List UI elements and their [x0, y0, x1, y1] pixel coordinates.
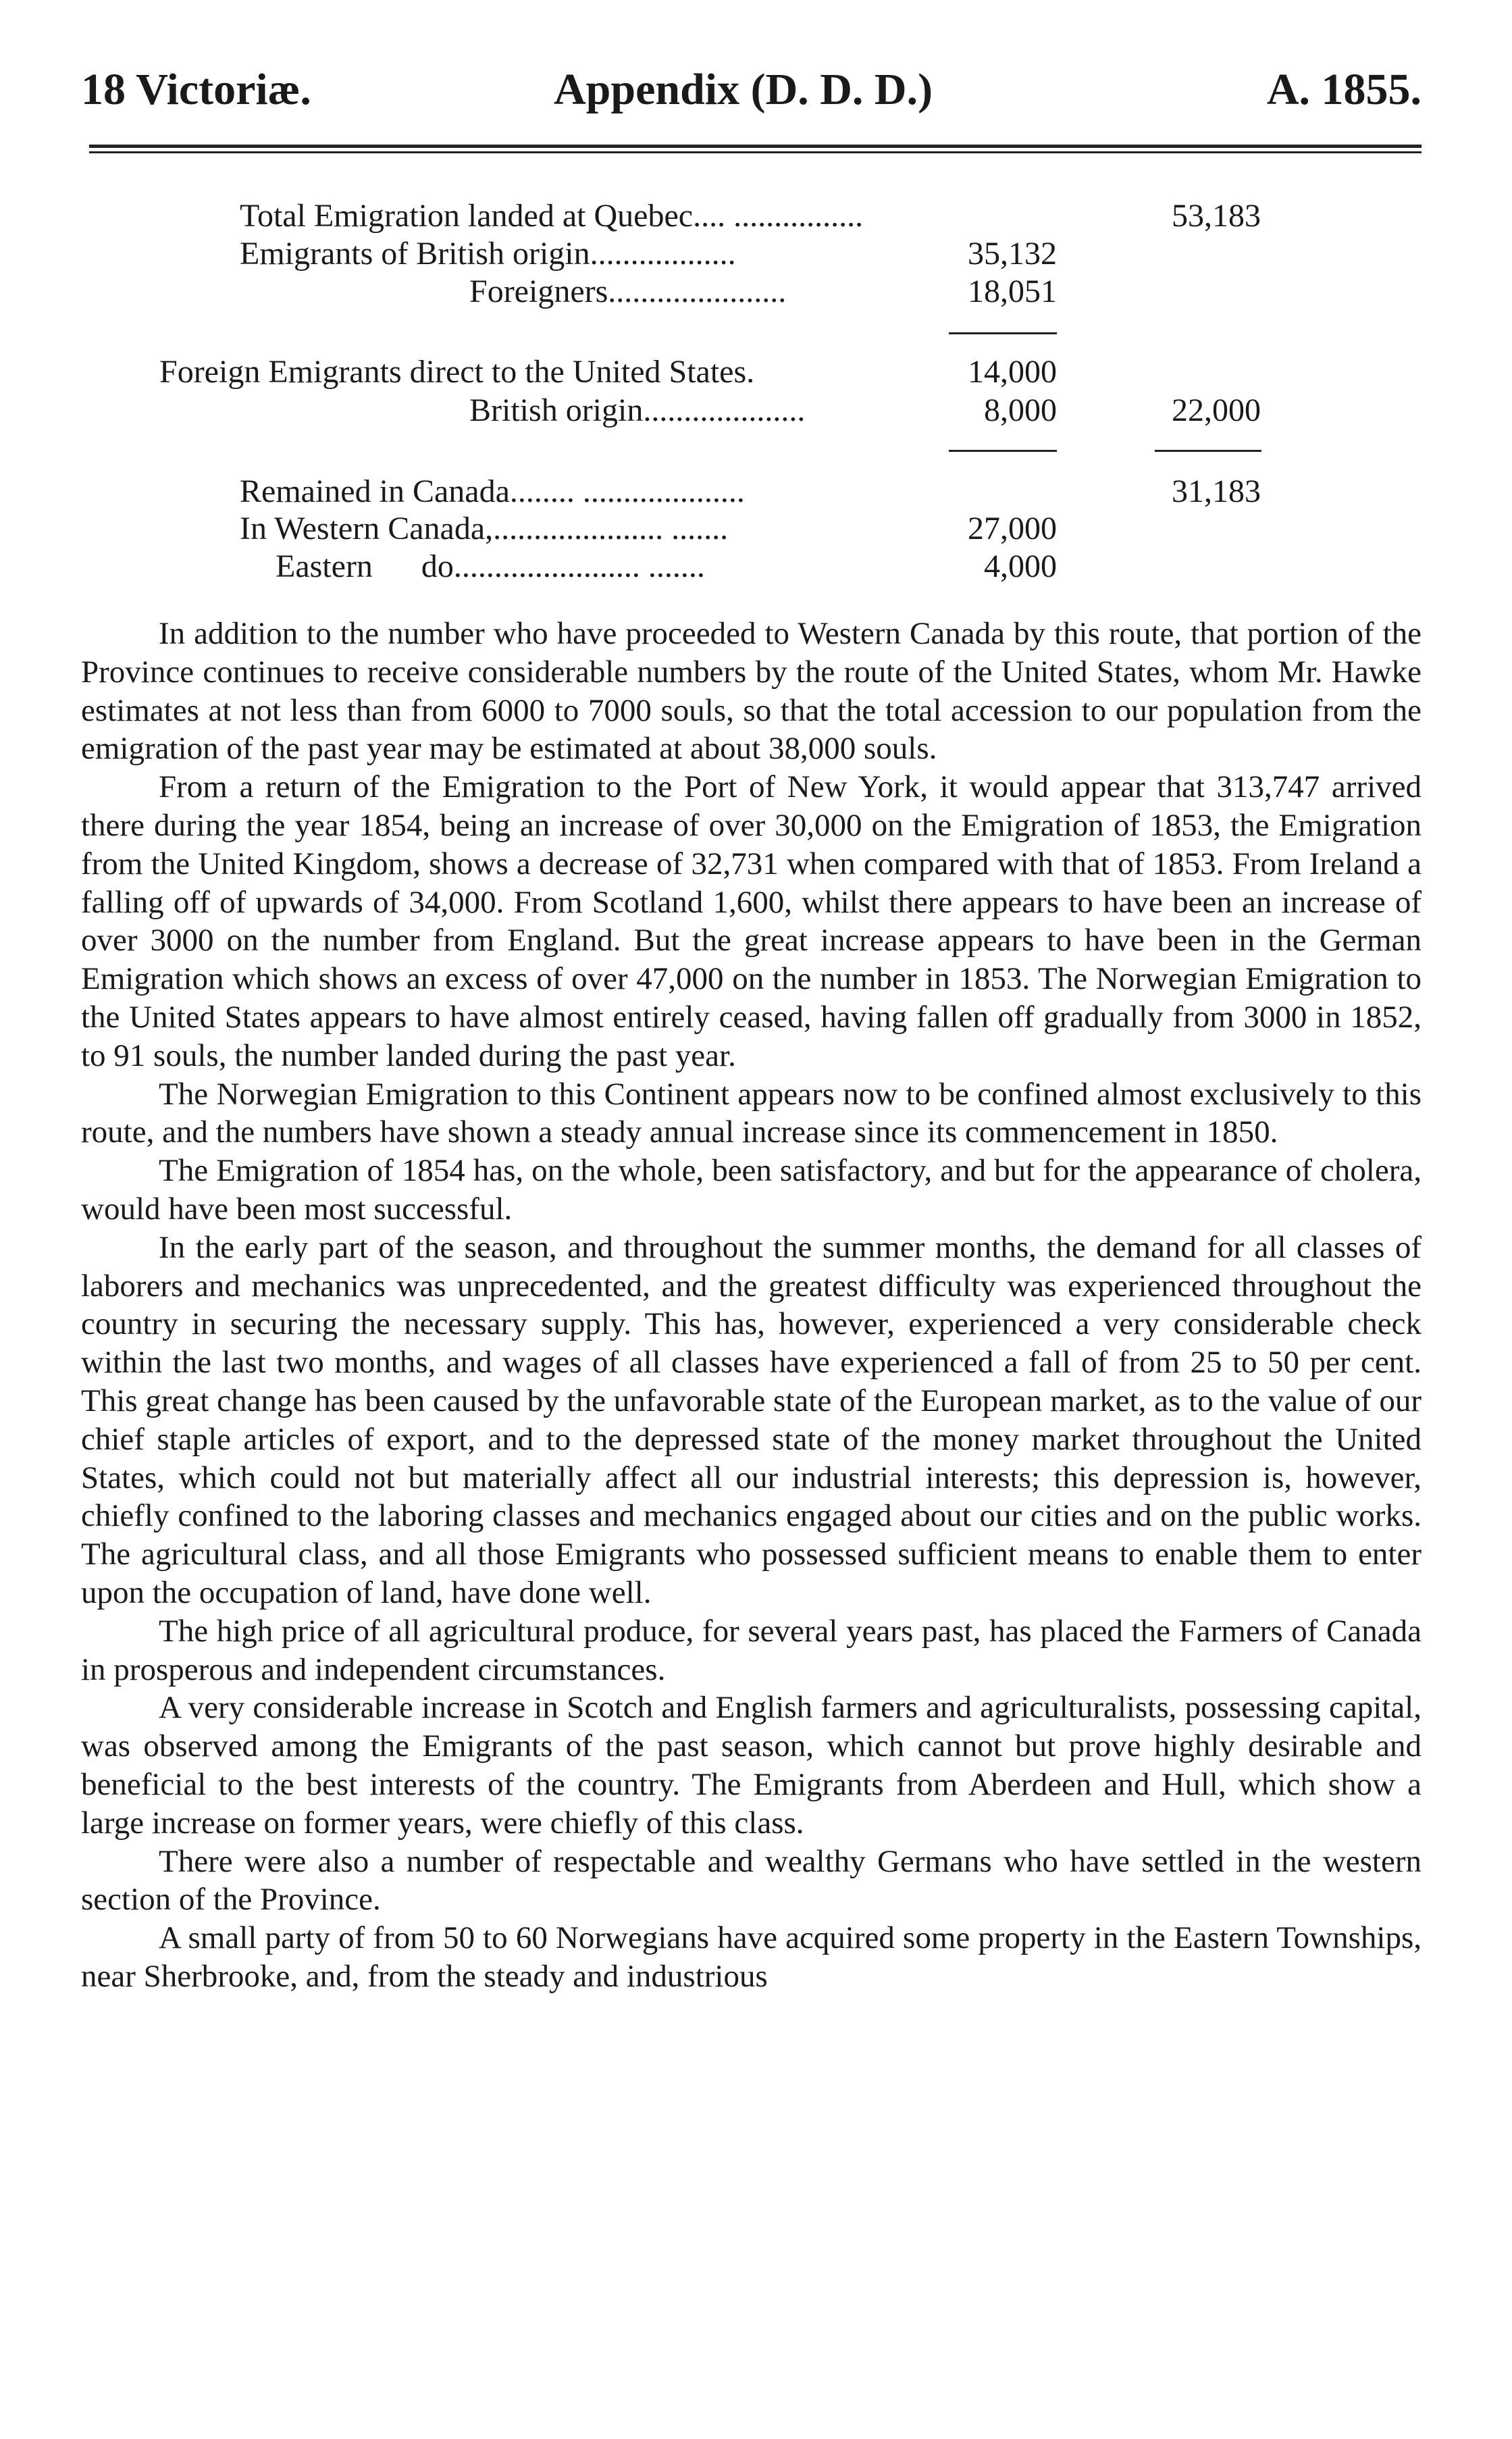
paragraph: In the early part of the season, and throughout the summer months, the demand for all classes of laborers and mechanics was unprecedented, and the greatest difficulty was experienced throughout the country in securing the necessary supply. This has, however, experienced a very considerable check within the last two months, and wages of all classes have experienced a fall of from 25 to 50 per cent. This great change has been caused by the unfavorable state of the European market, as to the value of our chief staple articles of export, and to the depressed state of the money market throughout the United States, which could not but materially affect all our industrial interests; this depression is, however, chiefly confined to the laboring classes and mechanics engaged about our cities and on the public works. The agricultural class, and all those Emigrants who possessed sufficient means to enable them to enter upon the occupation of land, have done well. [81, 1229, 1422, 1610]
row-label: Emigrants of British origin.................. [240, 236, 736, 272]
paragraph: The Emigration of 1854 has, on the whole, been satisfactory, and but for the appearance of cholera, would have been most successful. [81, 1153, 1422, 1227]
row-label: Foreigners...................... [469, 274, 787, 309]
body-text [81, 615, 1422, 1996]
paragraph: The high price of all agricultural produce, for several years past, has placed the Farmers of Canada in prosperous and independent circumstances. [81, 1613, 1422, 1687]
paragraph: From a return of the Emigration to the Port of New York, it would appear that 313,747 arrived there during the year 1854, being an increase of over 30,000 on the Emigration of 1853, the Emigration from the United Kingdom, shows a decrease of 32,731 when compared with that of 1853. From Ireland a falling off of upwards of 34,000. From Scotland 1,600, whilst there appears to have been an increase of over 3000 on the number from England. But the great increase appears to have been in the German Emigration which shows an excess of over 47,000 on the number in 1853. The Norwegian Emigration to the United States appears to have almost entirely ceased, having fallen off gradually from 3000 in 1852, to 91 souls, the number landed during the past year. [81, 769, 1422, 1073]
table-row [0, 353, 1512, 391]
paragraph: There were also a number of respectable and wealthy Germans who have settled in the western section of the Province. [81, 1843, 1422, 1918]
paragraph: In addition to the number who have proceeded to Western Canada by this route, that portion of the Province continues to receive considerable numbers by the route of the United States, whom Mr. Hawke estimates at not less than from 6000 to 7000 souls, so that the total accession to our population from the emigration of the past year may be estimated at about 38,000 souls. [81, 616, 1422, 767]
table-row [0, 197, 1512, 235]
row-label: Remained in Canada........ .................... [240, 473, 745, 509]
sum-rule [1155, 450, 1261, 452]
row-label: In Western Canada,..................... ....... [240, 511, 729, 546]
sum-rule [949, 332, 1057, 334]
sum-rule [949, 450, 1057, 452]
table-row [0, 392, 1512, 430]
row-total: 53,183 [1172, 198, 1261, 234]
header-session: 18 Victoriæ. [81, 65, 311, 114]
header-rule-thin [89, 151, 1422, 153]
row-total: 31,183 [1172, 473, 1261, 509]
row-total: 22,000 [1172, 392, 1261, 428]
header-rule [89, 145, 1422, 148]
row-label: Total Emigration landed at Quebec.... ................ [240, 198, 864, 234]
table-row [0, 548, 1512, 586]
row-subtotal: 8,000 [984, 392, 1057, 428]
row-subtotal: 18,051 [968, 274, 1057, 309]
row-label: Eastern do....................... ....... [276, 548, 705, 584]
table-row [0, 235, 1512, 273]
header-appendix: Appendix (D. D. D.) [554, 65, 933, 114]
paragraph: A small party of from 50 to 60 Norwegians have acquired some property in the Eastern Townships, near Sherbrooke, and, from the steady and industrious [81, 1920, 1422, 1994]
table-row [0, 273, 1512, 311]
paragraph: A very considerable increase in Scotch and English farmers and agriculturalists, possessing capital, was observed among the Emigrants of the past season, which cannot but prove highly desirable and beneficial to the best interests of the country. The Emigrants from Aberdeen and Hull, which show a large increase on former years, were chiefly of this class. [81, 1690, 1422, 1841]
row-label: Foreign Emigrants direct to the United States. [159, 354, 755, 390]
page-header [81, 64, 1422, 114]
header-year: A. 1855. [1266, 65, 1422, 114]
row-subtotal: 4,000 [984, 548, 1057, 584]
row-label: British origin.................... [469, 392, 806, 428]
row-subtotal: 35,132 [968, 236, 1057, 272]
table-row [0, 510, 1512, 548]
row-subtotal: 27,000 [968, 511, 1057, 546]
paragraph: The Norwegian Emigration to this Continent appears now to be confined almost exclusively to this route, and the numbers have shown a steady annual increase since its commencement in 1850. [81, 1076, 1422, 1150]
row-subtotal: 14,000 [968, 354, 1057, 390]
table-row [0, 473, 1512, 511]
